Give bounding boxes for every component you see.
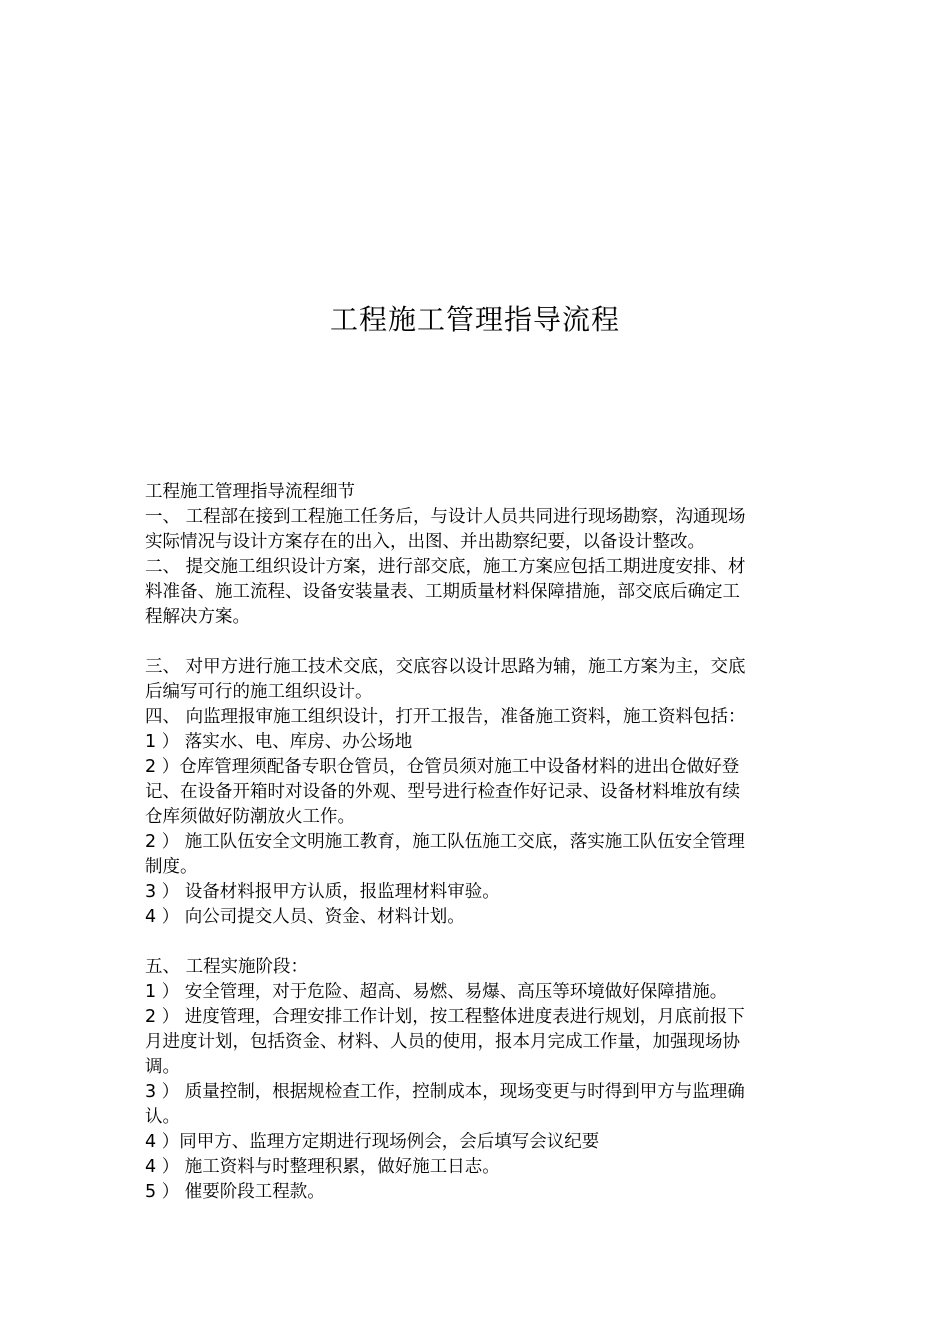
list-item: 2 ） 进度管理，合理安排工作计划，按工程整体进度表进行规划，月底前报下 [145,1007,745,1027]
paragraph-line: 五、 工程实施阶段： [145,957,309,977]
paragraph-line: 程解决方案。 [145,607,250,627]
paragraph-line: 料准备、施工流程、设备安装量表、工期质量材料保障措施，部交底后确定工 [145,582,740,602]
paragraph-line: 三、 对甲方进行施工技术交底，交底容以设计思路为辅，施工方案为主，交底 [145,657,746,677]
list-item: 3 ） 设备材料报甲方认质，报监理材料审验。 [145,882,500,902]
list-item: 4 ）同甲方、监理方定期进行现场例会，会后填写会议纪要 [145,1132,600,1152]
paragraph-line: 制度。 [145,857,198,877]
list-item: 3 ） 质量控制，根据规检查工作，控制成本，现场变更与时得到甲方与监理确 [145,1082,745,1102]
paragraph-line: 仓库须做好防潮放火工作。 [145,807,355,827]
list-item: 2 ） 施工队伍安全文明施工教育，施工队伍施工交底，落实施工队伍安全管理 [145,832,745,852]
paragraph-line: 四、 向监理报审施工组织设计，打开工报告，准备施工资料，施工资料包括： [145,707,746,727]
paragraph-line: 后编写可行的施工组织设计。 [145,682,373,702]
list-item: 1 ） 落实水、电、库房、办公场地 [145,732,413,752]
list-item: 4 ） 向公司提交人员、资金、材料计划。 [145,907,465,927]
blank-line [145,630,810,655]
paragraph-line: 月进度计划，包括资金、材料、人员的使用，报本月完成工作量，加强现场协 [145,1032,740,1052]
blank-line [145,930,810,955]
paragraph-line: 调。 [145,1057,180,1077]
document-title: 工程施工管理指导流程 [329,303,620,336]
section-heading: 工程施工管理指导流程细节 [145,482,355,502]
list-item: 4 ） 施工资料与时整理积累，做好施工日志。 [145,1157,500,1177]
paragraph-line: 一、 工程部在接到工程施工任务后，与设计人员共同进行现场勘察，沟通现场 [145,507,746,527]
list-item: 2 ）仓库管理须配备专职仓管员，仓管员须对施工中设备材料的进出仓做好登 [145,757,740,777]
list-item: 5 ） 催要阶段工程款。 [145,1182,325,1202]
paragraph-line: 实际情况与设计方案存在的出入，出图、并出勘察纪要，以备设计整改。 [145,532,705,552]
paragraph-line: 二、 提交施工组织设计方案，进行部交底，施工方案应包括工期进度安排、材 [145,557,746,577]
list-item: 1 ） 安全管理，对于危险、超高、易燃、易爆、高压等环境做好保障措施。 [145,982,728,1002]
paragraph-line: 认。 [145,1107,180,1127]
document-body [145,480,810,1205]
paragraph-line: 记、在设备开箱时对设备的外观、型号进行检查作好记录、设备材料堆放有续 [145,782,740,802]
